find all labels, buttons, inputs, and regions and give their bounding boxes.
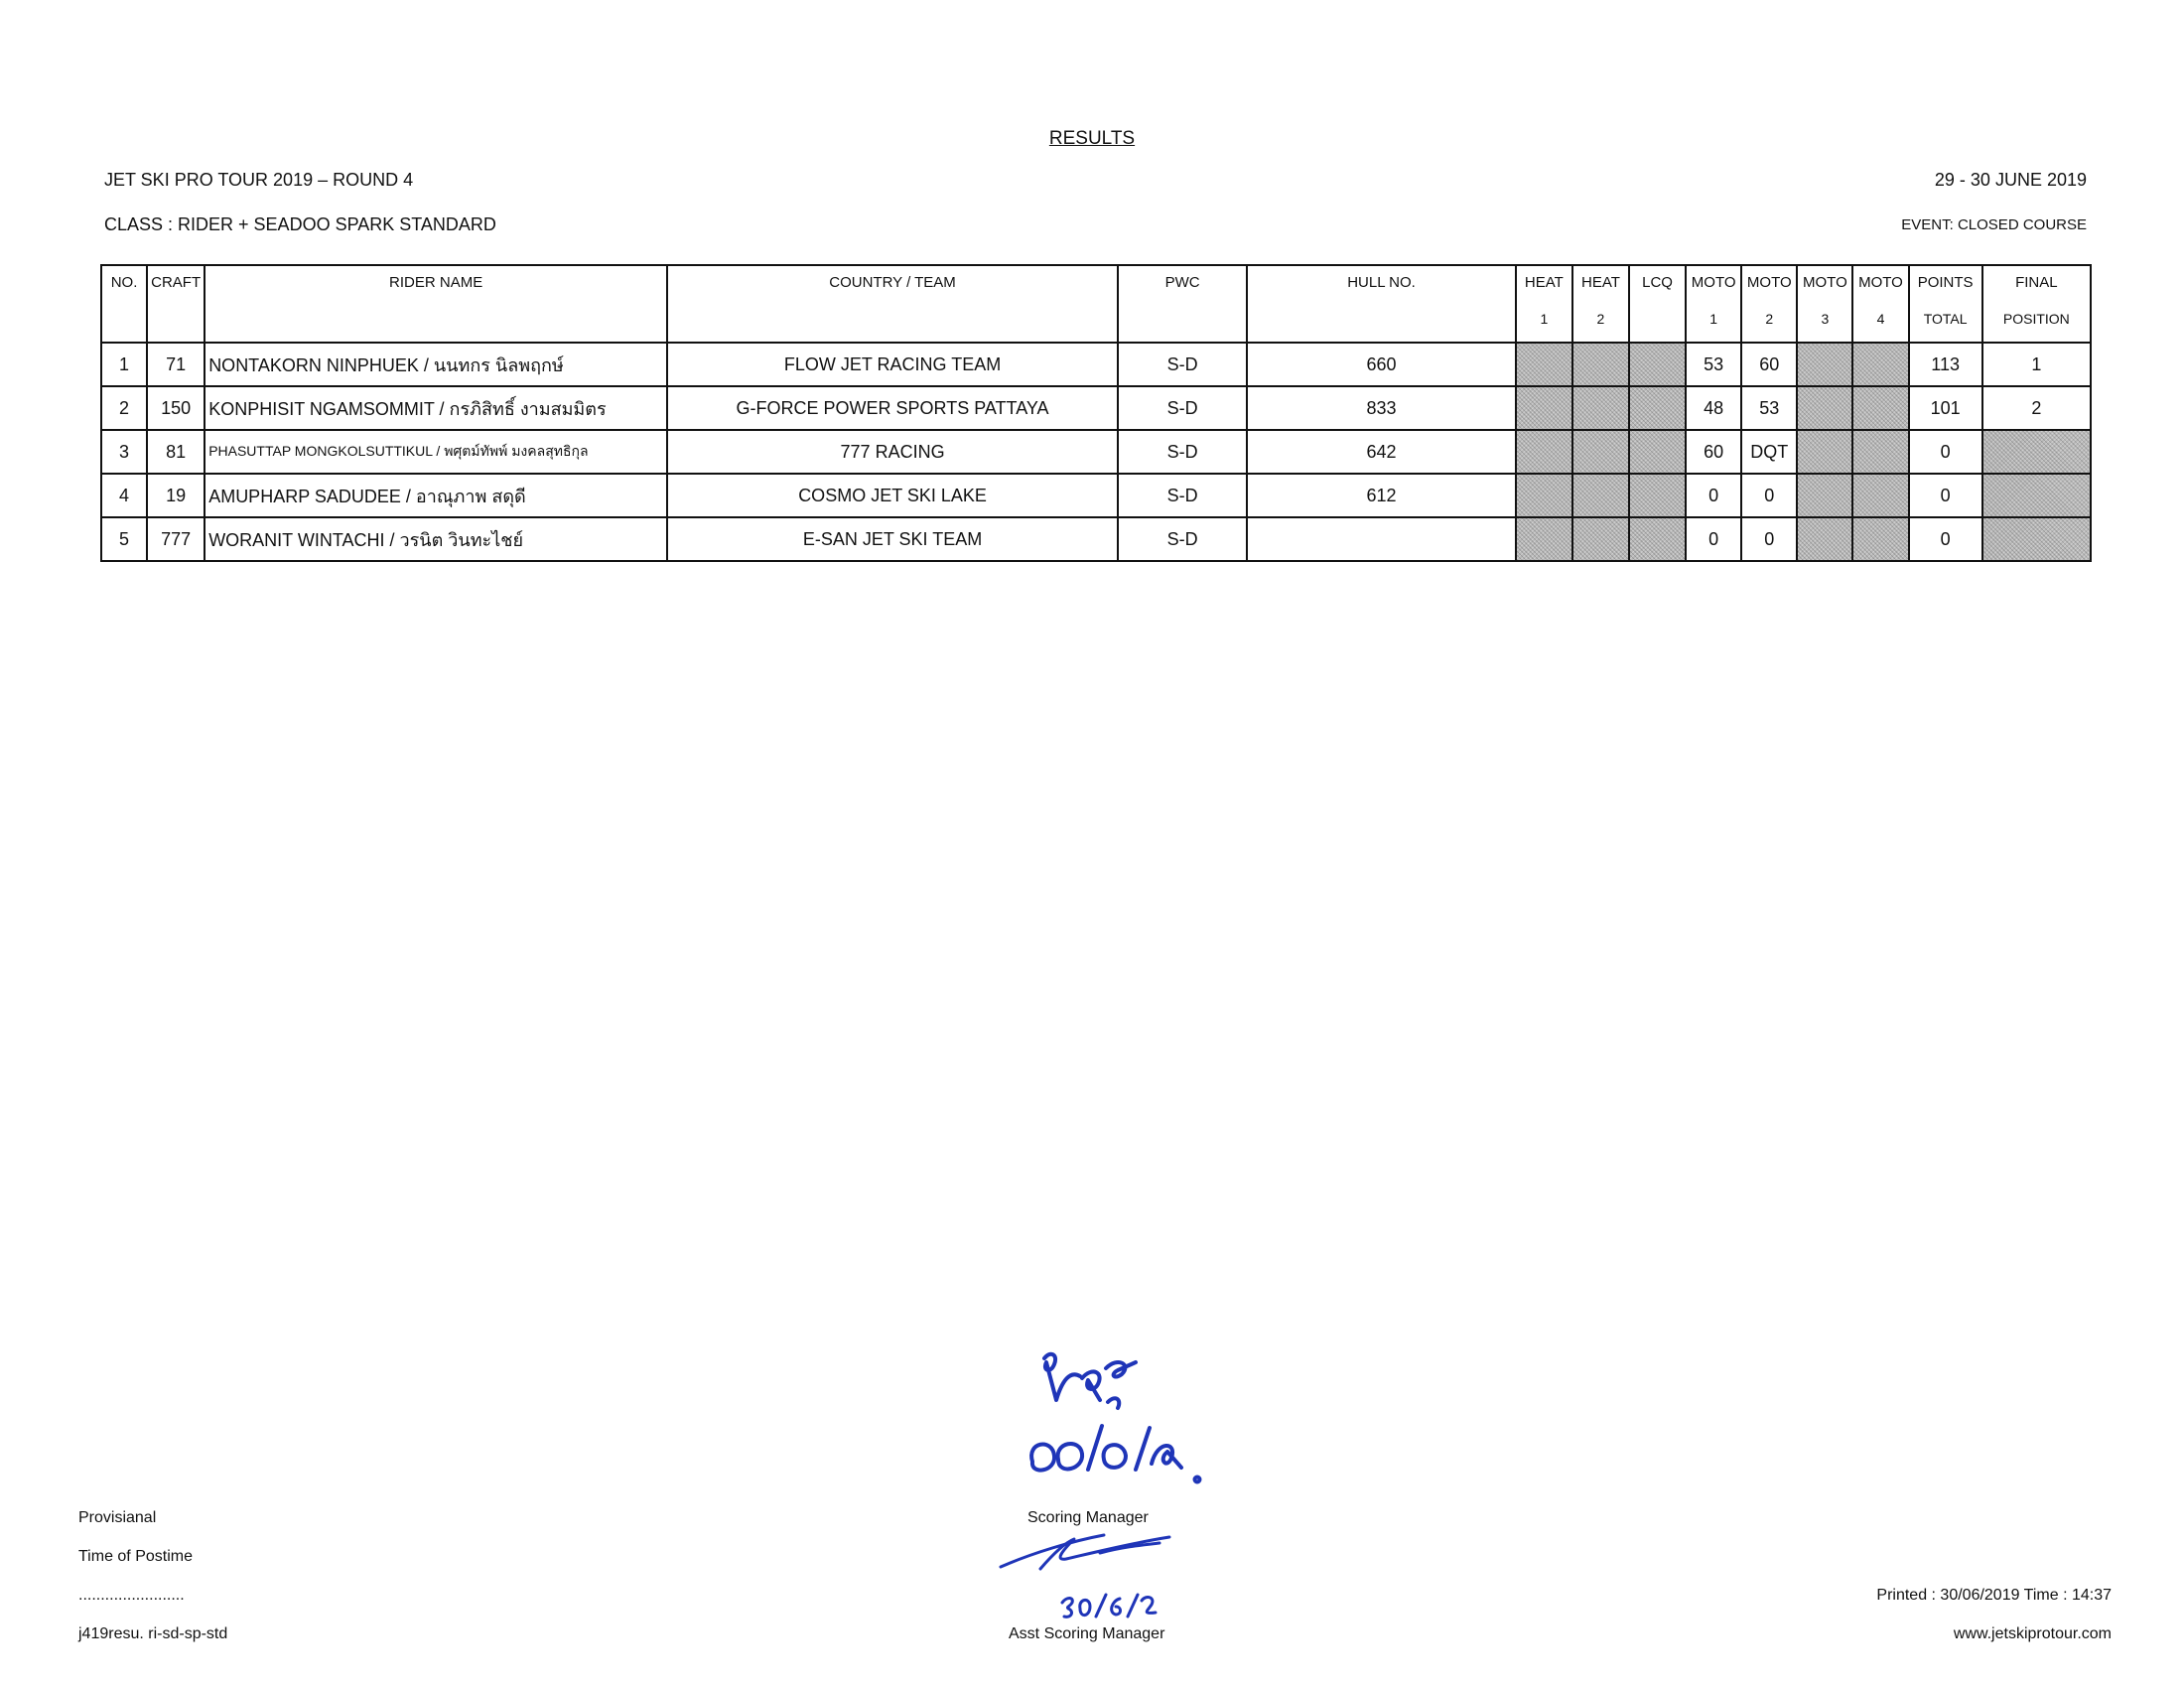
cell-moto-4: [1852, 430, 1908, 474]
col-header-craft: CRAFT: [147, 265, 205, 343]
cell-pwc: S-D: [1118, 430, 1247, 474]
provisional-label: Provisianal: [78, 1509, 157, 1526]
cell-craft: 81: [147, 430, 205, 474]
cell-no: 2: [101, 386, 147, 430]
cell-pwc: S-D: [1118, 343, 1247, 386]
cell-rider-name: NONTAKORN NINPHUEK / นนทกร นิลพฤกษ์: [205, 343, 667, 386]
cell-moto-4: [1852, 517, 1908, 561]
time-of-posting-blank: ........................: [78, 1587, 185, 1604]
document-title: RESULTS: [1048, 128, 1136, 149]
cell-moto-4: [1852, 386, 1908, 430]
col-header-pwc: PWC: [1118, 265, 1247, 343]
table-row: [101, 474, 2091, 517]
cell-no: 5: [101, 517, 147, 561]
cell-moto-3: [1797, 386, 1852, 430]
cell-moto-3: [1797, 343, 1852, 386]
cell-lcq: [1629, 386, 1686, 430]
cell-final-position: 2: [1982, 386, 2091, 430]
cell-moto-3: [1797, 474, 1852, 517]
col-header-heat-2: HEAT 2: [1572, 265, 1629, 343]
cell-points-total: 0: [1909, 430, 1982, 474]
cell-rider-name: AMUPHARP SADUDEE / อาณุภาพ สดุดี: [205, 474, 667, 517]
cell-moto-2: 53: [1741, 386, 1797, 430]
cell-craft: 150: [147, 386, 205, 430]
cell-moto-1: 0: [1686, 517, 1741, 561]
table-row: [101, 430, 2091, 474]
cell-heat-2: [1572, 343, 1629, 386]
cell-rider-name: PHASUTTAP MONGKOLSUTTIKUL / พศุตม์ทัพพ์ มงคลสุทธิกุล: [205, 430, 667, 474]
cell-final-position: [1982, 517, 2091, 561]
asst-scoring-manager-signature: [993, 1529, 1191, 1628]
cell-hull-no: 612: [1247, 474, 1516, 517]
cell-points-total: 0: [1909, 517, 1982, 561]
col-header-moto-4: MOTO 4: [1852, 265, 1908, 343]
printed-timestamp: Printed : 30/06/2019 Time : 14:37: [1876, 1587, 2112, 1604]
results-table: [100, 264, 2092, 562]
cell-moto-2: 60: [1741, 343, 1797, 386]
cell-moto-4: [1852, 474, 1908, 517]
col-header-country-team: COUNTRY / TEAM: [667, 265, 1118, 343]
cell-hull-no: 833: [1247, 386, 1516, 430]
cell-final-position: [1982, 474, 2091, 517]
cell-moto-2: 0: [1741, 517, 1797, 561]
cell-team: E-SAN JET SKI TEAM: [667, 517, 1118, 561]
cell-hull-no: 642: [1247, 430, 1516, 474]
cell-moto-3: [1797, 517, 1852, 561]
race-class: CLASS : RIDER + SEADOO SPARK STANDARD: [104, 214, 496, 234]
cell-craft: 777: [147, 517, 205, 561]
cell-lcq: [1629, 343, 1686, 386]
cell-no: 1: [101, 343, 147, 386]
cell-moto-2: DQT: [1741, 430, 1797, 474]
col-header-moto-2: MOTO 2: [1741, 265, 1797, 343]
cell-moto-1: 53: [1686, 343, 1741, 386]
cell-points-total: 0: [1909, 474, 1982, 517]
cell-heat-2: [1572, 474, 1629, 517]
event-date: 29 - 30 JUNE 2019: [1934, 170, 2087, 190]
cell-team: FLOW JET RACING TEAM: [667, 343, 1118, 386]
cell-heat-1: [1516, 343, 1572, 386]
col-header-final-position: FINAL POSITION: [1982, 265, 2091, 343]
col-header-moto-3: MOTO 3: [1797, 265, 1852, 343]
cell-team: G-FORCE POWER SPORTS PATTAYA: [667, 386, 1118, 430]
cell-heat-1: [1516, 517, 1572, 561]
cell-heat-2: [1572, 386, 1629, 430]
cell-moto-1: 60: [1686, 430, 1741, 474]
cell-moto-1: 48: [1686, 386, 1741, 430]
col-header-hull-no: HULL NO.: [1247, 265, 1516, 343]
cell-heat-2: [1572, 430, 1629, 474]
col-header-heat-1: HEAT 1: [1516, 265, 1572, 343]
cell-no: 4: [101, 474, 147, 517]
cell-lcq: [1629, 474, 1686, 517]
cell-lcq: [1629, 517, 1686, 561]
event-type: EVENT: CLOSED COURSE: [1901, 216, 2087, 233]
cell-no: 3: [101, 430, 147, 474]
scoring-manager-signature: [1023, 1331, 1221, 1509]
col-header-points-total: POINTS TOTAL: [1909, 265, 1982, 343]
cell-heat-1: [1516, 430, 1572, 474]
col-header-rider-name: RIDER NAME: [205, 265, 667, 343]
cell-moto-3: [1797, 430, 1852, 474]
cell-final-position: [1982, 430, 2091, 474]
file-code: j419resu. ri-sd-sp-std: [78, 1625, 228, 1642]
website-url: www.jetskiprotour.com: [1953, 1625, 2112, 1642]
cell-moto-4: [1852, 343, 1908, 386]
table-row: [101, 343, 2091, 386]
cell-points-total: 113: [1909, 343, 1982, 386]
cell-rider-name: WORANIT WINTACHI / วรนิต วินทะไชย์: [205, 517, 667, 561]
scoring-manager-label: Scoring Manager: [1027, 1509, 1149, 1526]
table-row: [101, 517, 2091, 561]
event-name: JET SKI PRO TOUR 2019 – ROUND 4: [104, 170, 414, 190]
cell-heat-1: [1516, 386, 1572, 430]
table-header-row: [101, 265, 2091, 343]
cell-craft: 19: [147, 474, 205, 517]
cell-hull-no: 660: [1247, 343, 1516, 386]
col-header-no: NO.: [101, 265, 147, 343]
cell-heat-1: [1516, 474, 1572, 517]
cell-moto-2: 0: [1741, 474, 1797, 517]
time-of-posting-label: Time of Postime: [78, 1548, 193, 1565]
cell-moto-1: 0: [1686, 474, 1741, 517]
cell-pwc: S-D: [1118, 386, 1247, 430]
cell-final-position: 1: [1982, 343, 2091, 386]
asst-scoring-manager-label: Asst Scoring Manager: [1009, 1625, 1165, 1642]
cell-craft: 71: [147, 343, 205, 386]
cell-pwc: S-D: [1118, 517, 1247, 561]
cell-team: 777 RACING: [667, 430, 1118, 474]
col-header-moto-1: MOTO 1: [1686, 265, 1741, 343]
cell-rider-name: KONPHISIT NGAMSOMMIT / กรภิสิทธิ์ งามสมมิตร: [205, 386, 667, 430]
cell-pwc: S-D: [1118, 474, 1247, 517]
col-header-lcq: LCQ: [1629, 265, 1686, 343]
cell-lcq: [1629, 430, 1686, 474]
cell-heat-2: [1572, 517, 1629, 561]
cell-points-total: 101: [1909, 386, 1982, 430]
table-row: [101, 386, 2091, 430]
cell-hull-no: [1247, 517, 1516, 561]
cell-team: COSMO JET SKI LAKE: [667, 474, 1118, 517]
